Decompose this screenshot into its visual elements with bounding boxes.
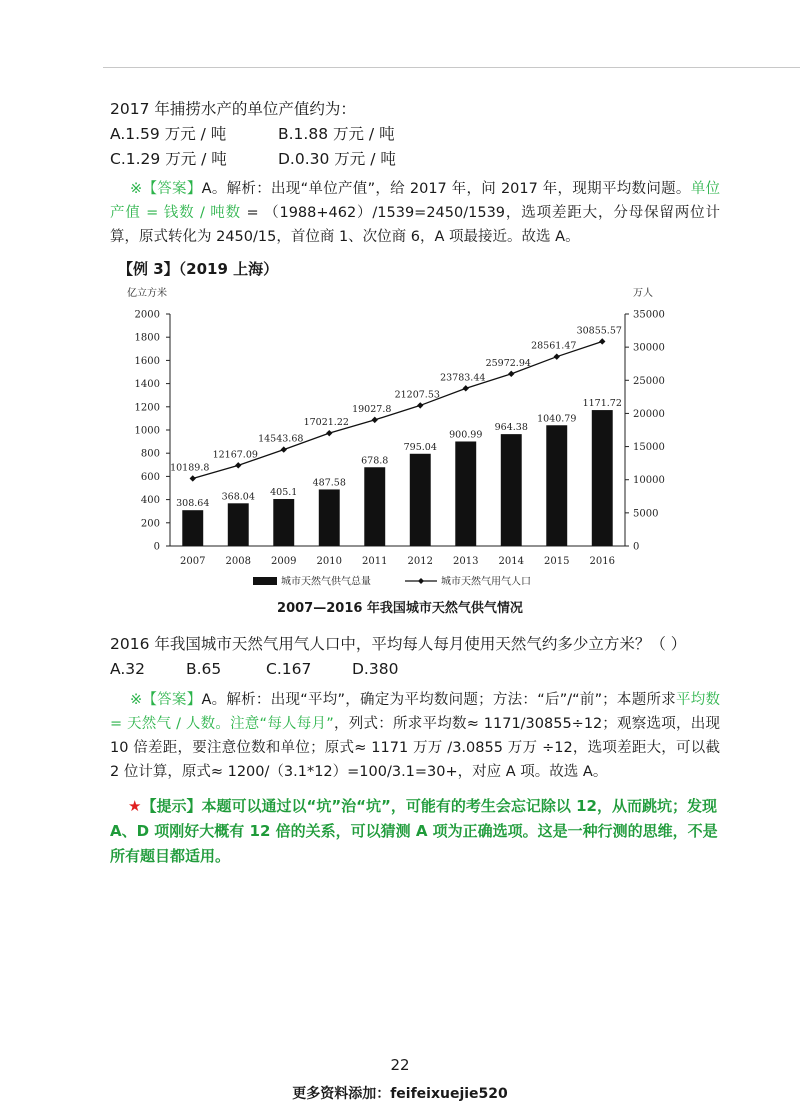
line-point: [190, 475, 196, 481]
bar-data-label: 308.64: [176, 498, 210, 510]
question-2-stem: 2016 年我国城市天然气用气人口中，平均每人每月使用天然气约多少立方米？（ ）: [110, 635, 687, 653]
bar: [546, 425, 567, 546]
line-point: [281, 446, 287, 452]
x-tick-label: 2009: [271, 556, 297, 567]
answer-1: [110, 177, 720, 249]
line-data-label: 25972.94: [485, 357, 531, 369]
question-2-options: [110, 657, 720, 682]
x-tick-label: 2014: [498, 556, 524, 567]
hint-text: 【提示】本题可以通过以“坑”治“坑”，可能有的考生会忘记除以 12，从而跳坑；发现 A、D 项刚好大概有 12 倍的关系，可以猜测 A 项为正确选项。这是一种行测的思维，不是所有题目都适用。: [110, 797, 718, 865]
left-tick-label: 1400: [134, 379, 160, 391]
line-point: [463, 385, 469, 391]
chart-title: 2007—2016 年我国城市天然气供气情况: [277, 601, 523, 616]
hint: [110, 794, 720, 869]
bar: [319, 489, 340, 546]
header-rule: [103, 67, 800, 68]
bar-data-label: 368.04: [221, 491, 255, 503]
bar: [228, 503, 249, 546]
x-tick-label: 2016: [589, 556, 615, 567]
right-tick-label: 5000: [633, 508, 659, 520]
page-number: 22: [390, 1056, 410, 1074]
option-a: A.1.59 万元 / 吨: [110, 125, 227, 143]
x-tick-label: 2011: [362, 556, 388, 567]
right-tick-label: 35000: [633, 309, 665, 321]
line-point: [326, 430, 332, 436]
x-tick-label: 2010: [316, 556, 342, 567]
x-tick-label: 2007: [180, 556, 206, 567]
option-d: D.0.30 万元 / 吨: [278, 150, 396, 168]
bar: [592, 410, 613, 546]
line-point: [417, 402, 423, 408]
option-b: B.65: [186, 660, 222, 678]
legend-line-label: 城市天然气用气人口: [441, 576, 531, 588]
star-icon: ★: [128, 797, 142, 815]
option-a: A.32: [110, 660, 145, 678]
bar: [410, 454, 431, 546]
right-axis-unit: 万人: [633, 288, 653, 299]
left-tick-label: 400: [140, 495, 160, 507]
right-tick-label: 10000: [633, 475, 665, 487]
question-1-stem: 2017 年捕捞水产的单位产值约为：: [110, 100, 356, 118]
bar: [501, 434, 522, 546]
footer-note: 更多资料添加：feifeixuejie520: [292, 1086, 508, 1102]
bar-data-label: 964.38: [494, 422, 528, 434]
line-data-label: 10189.8: [170, 462, 210, 474]
bar-data-label: 1171.72: [582, 398, 622, 410]
line-data-label: 30855.57: [576, 325, 622, 337]
line-point: [554, 353, 560, 359]
right-tick-label: 30000: [633, 342, 665, 354]
answer-2-prefix: ※【答案】: [130, 692, 202, 708]
right-tick-label: 25000: [633, 375, 665, 387]
answer-2: [110, 688, 720, 784]
legend-line-marker: [418, 578, 424, 584]
left-axis-unit: 亿立方米: [127, 288, 167, 299]
line-data-label: 19027.8: [352, 403, 392, 415]
right-tick-label: 20000: [633, 408, 665, 420]
line-point: [235, 462, 241, 468]
line-data-label: 14543.68: [258, 433, 304, 445]
legend-bar-swatch: [253, 577, 277, 585]
option-c: C.167: [266, 660, 312, 678]
question-1-options: [110, 122, 720, 172]
option-b: B.1.88 万元 / 吨: [278, 125, 395, 143]
right-tick-label: 0: [633, 541, 640, 553]
x-tick-label: 2015: [544, 556, 570, 567]
line-data-label: 21207.53: [394, 389, 440, 401]
line-point: [599, 338, 605, 344]
x-tick-label: 2008: [225, 556, 251, 567]
answer-2-part1: A。解析：出现“平均”，确定为平均数问题；方法：“后”/“前”；本题所求: [201, 692, 676, 708]
bar-data-label: 487.58: [312, 477, 346, 489]
left-tick-label: 1200: [134, 402, 160, 414]
legend-bar-label: 城市天然气供气总量: [281, 576, 371, 588]
x-tick-label: 2012: [407, 556, 433, 567]
line-data-label: 28561.47: [531, 340, 577, 352]
left-tick-label: 200: [140, 518, 160, 530]
bar: [182, 510, 203, 546]
bar-data-label: 405.1: [270, 487, 298, 499]
answer-2-green: 平均数 = 天然气 / 人数。注意“每人每月”: [110, 692, 721, 732]
left-tick-label: 1600: [134, 355, 160, 367]
bar-data-label: 900.99: [449, 429, 483, 441]
chart: [105, 282, 695, 594]
x-tick-label: 2013: [453, 556, 479, 567]
left-tick-label: 1000: [134, 425, 160, 437]
line-data-label: 12167.09: [212, 449, 258, 461]
left-tick-label: 800: [140, 448, 160, 460]
answer-2-part2: ，列式：所求平均数≈ 1171/30855÷12；观察选项，出现 10 倍差距，要注意位数和单位；原式≈ 1171 万万 /3.0855 万万 ÷12，选项差距大，可以截 2 位计算，原式≈ 1200/（3.1*12）=100/3.1=30+，对应 A 项。故选 A。: [110, 716, 720, 780]
answer-1-prefix: ※【答案】: [130, 181, 202, 197]
answer-1-part2: = （1988+462）/1539=2450/1539，选项差距大，分母保留两位计算，原式转化为 2450/15，首位商 1、次位商 6，A 项最接近。故选 A。: [110, 205, 720, 245]
answer-1-part1: A。解析：出现“单位产值”，给 2017 年，问 2017 年，现期平均数问题。: [201, 181, 691, 197]
left-tick-label: 0: [153, 541, 160, 553]
answer-1-green: 单位产值 = 钱数 / 吨数: [110, 181, 720, 221]
bar-data-label: 795.04: [403, 441, 437, 453]
option-d: D.380: [352, 660, 399, 678]
line-data-label: 23783.44: [440, 372, 486, 384]
bar: [364, 467, 385, 546]
bar-data-label: 678.8: [361, 455, 389, 467]
left-tick-label: 1800: [134, 332, 160, 344]
bar: [455, 441, 476, 546]
line-data-label: 17021.22: [303, 417, 349, 429]
left-tick-label: 2000: [134, 309, 160, 321]
bar-data-label: 1040.79: [537, 413, 577, 425]
example-3-heading: 【例 3】（2019 上海）: [118, 260, 279, 278]
line-point: [372, 417, 378, 423]
option-c: C.1.29 万元 / 吨: [110, 150, 227, 168]
left-tick-label: 600: [140, 471, 160, 483]
right-tick-label: 15000: [633, 442, 665, 454]
line-point: [508, 371, 514, 377]
bar: [273, 499, 294, 546]
